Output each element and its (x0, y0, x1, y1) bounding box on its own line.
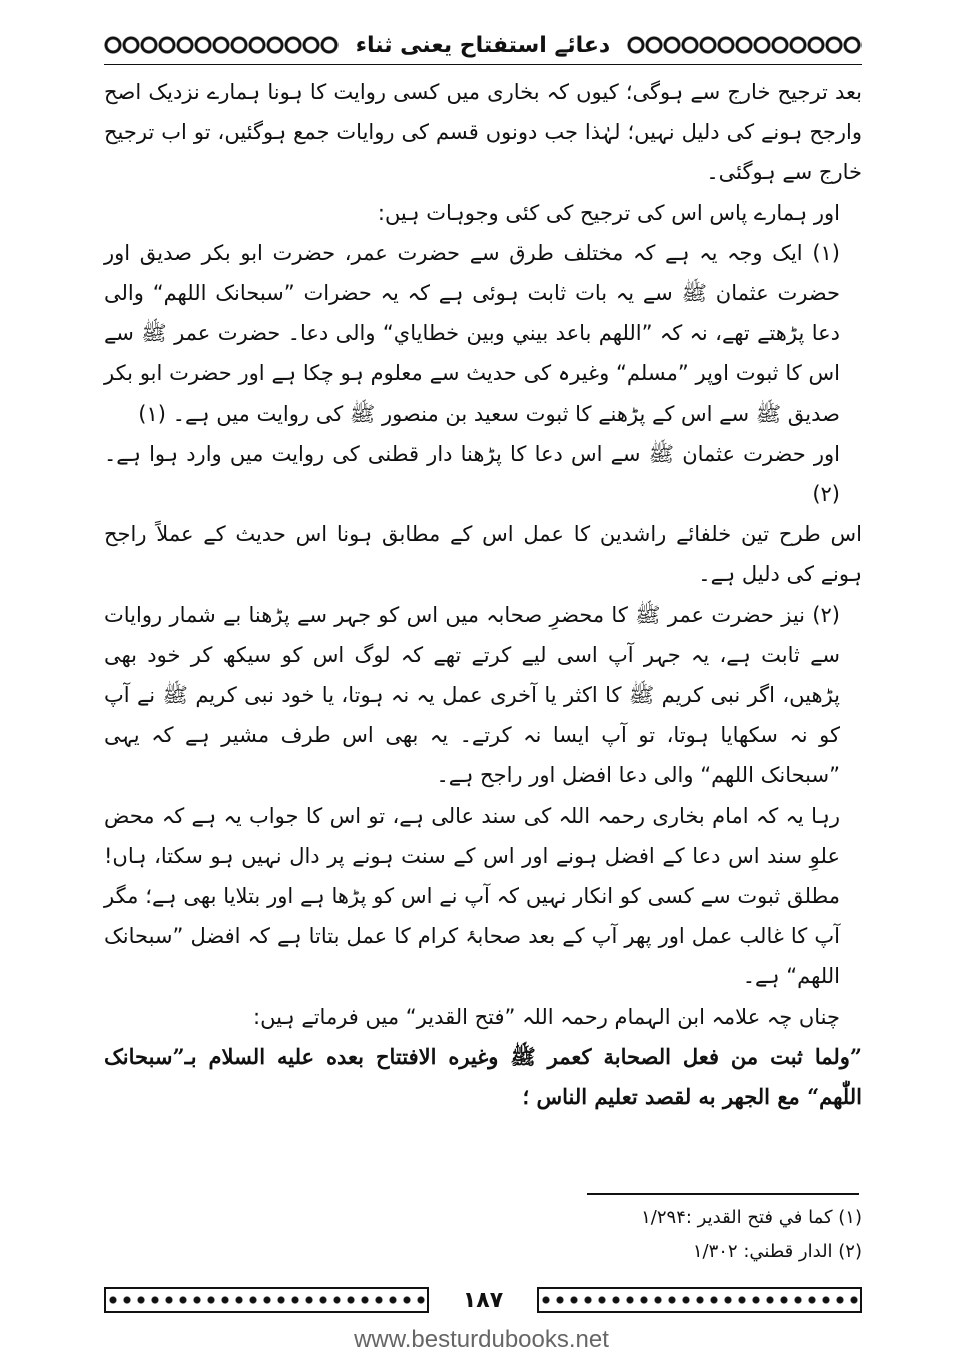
footer-ornament-right (537, 1287, 862, 1313)
footnote-divider (587, 1193, 859, 1195)
paragraph-3: (۱) ایک وجہ یہ ہے کہ مختلف طرق سے حضرت عمر، حضرت ابو بکر صدیق اور حضرت عثمان ﷺ سے یہ بات ثابت ہوئی ہے کہ یہ حضرات ”سبحانک اللھم“ والی دعا پڑھتے تھے، نہ کہ ”اللهم باعد بيني وبين خطاياي“ والی دعا۔ حضرت عمر ﷺ سے اس کا ثبوت اوپر ”مسلم“ وغیرہ کی حدیث سے معلوم ہو چکا ہے اور حضرت ابو بکر صدیق ﷺ سے اس کے پڑھنے کا ثبوت سعید بن منصور ﷺ کی روایت میں ہے۔ (۱) (104, 240, 840, 426)
arabic-quote: ”ولما ثبت من فعل الصحابة كعمر ﷺ وغيره الافتتاح بعده عليه السلام بـ”سبحانک اللّٰهم“ مع الجهر به لقصد تعليم الناس ؛ (104, 1043, 862, 1110)
paragraph-1: بعد ترجیح خارج سے ہوگی؛ کیوں کہ بخاری میں کسی روایت کا ہونا ہمارے نزدیک اصح وارجح ہونے کی دلیل نہیں؛ لہٰذا جب دونوں قسم کی روایات جمع ہوگئیں، تو اب ترجیح خارج سے ہوگئی۔ (104, 80, 862, 185)
footnotes (104, 1201, 862, 1269)
footnote-2: (۲) الدار قطني: ۱/۳۰۲ (692, 1241, 862, 1262)
paragraph-7: رہا یہ کہ امام بخاری رحمہ اللہ کی سند عالی ہے، تو اس کا جواب یہ ہے کہ محض علوِ سند اس دعا کے افضل ہونے اور اس کے سنت ہونے پر دال نہیں ہو سکتا، ہاں! مطلق ثبوت سے کسی کو انکار نہیں کہ آپ نے اس کو پڑھا ہے اور بتلایا بھی ہے؛ مگر آپ کا غالب عمل اور پھر آپ کے بعد صحابۂ کرام کا عمل بتاتا ہے کہ افضل ”سبحانک اللھم“ ہے۔ (104, 803, 840, 989)
header-divider (104, 64, 862, 65)
paragraph-8: چناں چہ علامہ ابن الہمام رحمہ اللہ ”فتح القدیر“ میں فرماتے ہیں: (253, 1004, 840, 1029)
paragraph-6: (۲) نیز حضرت عمر ﷺ کا محضرِ صحابہ میں اس کو جہر سے پڑھنا بے شمار روایات سے ثابت ہے، یہ جہر آپ اسی لیے کرتے تھے کہ لوگ اس کو سیکھ کر خود بھی پڑھیں، اگر نبی کریم ﷺ کا اکثر یا آخری عمل یہ نہ ہوتا، یا خود نبی کریم ﷺ نے آپ کو نہ سکھایا ہوتا، تو آپ ایسا نہ کرتے۔ یہ بھی اس طرف مشیر ہے کہ یہی ”سبحانک اللھم“ والی دعا افضل اور راجح ہے۔ (104, 602, 840, 788)
chapter-title: دعائے استفتاح یعنی ثناء (355, 32, 611, 58)
footnote-1: (۱) کما في فتح القدير :۱/۲۹۴ (641, 1207, 862, 1228)
paragraph-4: اور حضرت عثمان ﷺ سے اس دعا کا پڑھنا دار قطنی کی روایت میں وارد ہوا ہے۔ (۲) (104, 441, 840, 507)
page-footer (104, 1286, 862, 1314)
website-watermark[interactable]: www.besturdubooks.net (354, 1326, 609, 1353)
page-header (104, 28, 862, 62)
body-text (104, 72, 862, 1117)
header-ornament-left (104, 32, 339, 58)
paragraph-5: اس طرح تین خلفائے راشدین کا عمل اس کے مطابق ہونا اس حدیث کے عملاً راجح ہونے کی دلیل ہے۔ (104, 522, 862, 587)
header-ornament-right (627, 32, 862, 58)
footer-ornament-left (104, 1287, 429, 1313)
page-number: ۱۸۷ (462, 1287, 504, 1313)
paragraph-2: اور ہمارے پاس اس کی ترجیح کی کئی وجوہات ہیں: (377, 200, 840, 225)
